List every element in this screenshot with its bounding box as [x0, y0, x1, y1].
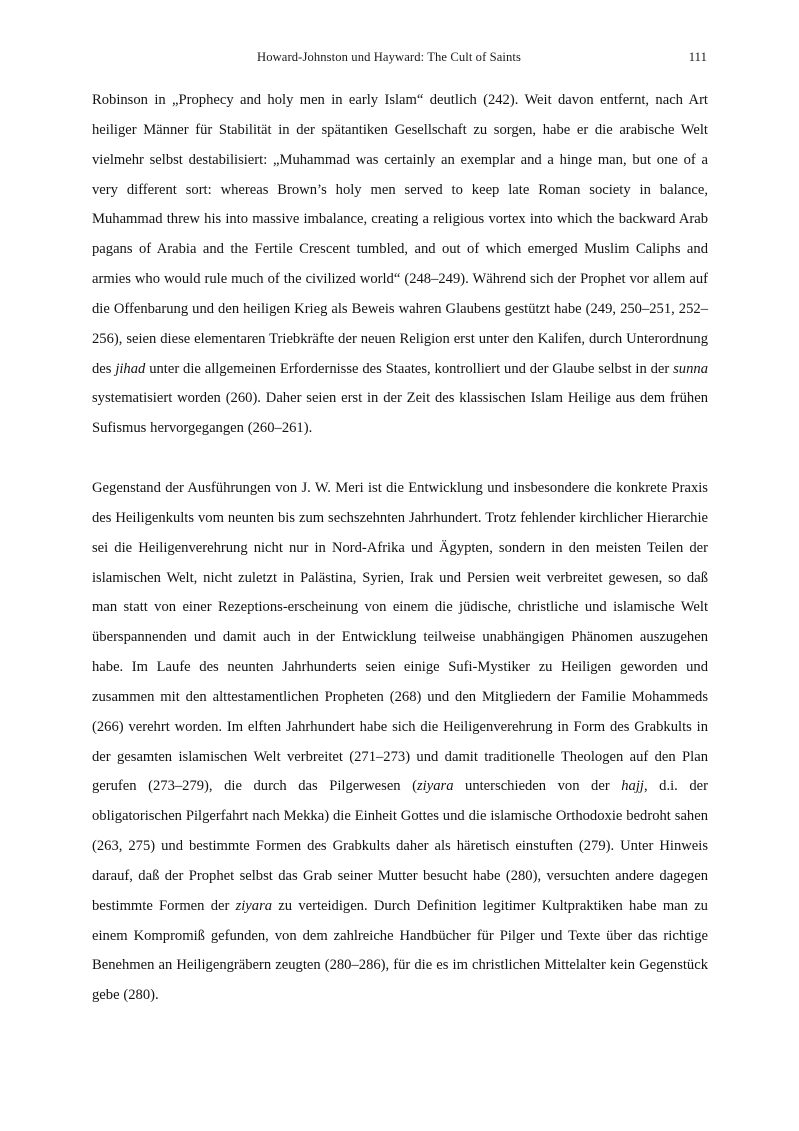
running-header-title: Howard-Johnston und Hayward: The Cult of Saints	[257, 50, 522, 64]
page-number: 111	[688, 50, 707, 64]
paragraph-1-segment-3: systematisiert worden (260). Daher seien erst in der Zeit des klassischen Islam Heilige aus dem frühen Sufismus hervorgegangen (260–261).	[92, 390, 708, 437]
paragraph-2	[92, 474, 708, 1011]
paragraph-1-segment-1: Robinson in „Prophecy and holy men in early Islam“ deutlich (242). Weit davon entfernt, nach Art heiliger Männer für Stabilität in der spätantiken Gesellschaft zu sorgen, habe er die arabische Welt vielmehr selbst destabilisiert: „Muhammad was certainly an exemplar and a hinge man, but one of a very different sort: whereas Brown’s holy men served to keep late Roman society in balance, Muhammad threw his into massive imbalance, creating a religious vortex into which the backward Arab pagans of Arabia and the Fertile Crescent tumbled, and out of which emerged Muslim Caliphs and armies who would rule much of the civilized world“ (248–249). Während sich der Prophet vor allem auf die Offenbarung und den heiligen Krieg als Beweis wahren Glaubens gestützt habe (249, 250–251, 252–256), seien diese elementaren Triebkräfte der neuen Religion erst unter den Kalifen, durch Unterordnung des	[92, 92, 708, 377]
paragraph-2-segment-1: Gegenstand der Ausführungen von J. W. Meri ist die Entwicklung und insbesondere die konkrete Praxis des Heiligenkults vom neunten bis zum sechszehnten Jahrhundert. Trotz fehlender kirchlicher Hierarchie sei die Heiligenverehrung nicht nur in Nord-Afrika und Ägypten, sondern in den meisten Teilen der islamischen Welt, nicht zuletzt in Palästina, Syrien, Irak und Persien weit verbreitet gewesen, so daß man statt von einer Rezeptions-erscheinung von einem die jüdische, christliche und islamische Welt überspannenden und damit auch in der Entwicklung teilweise unabhängigen Phänomen auszugehen habe. Im Laufe des neunten Jahrhunderts seien einige Sufi-Mystiker zu Heiligen geworden und zusammen mit den alttestamentlichen Propheten (268) und den Mitgliedern der Familie Mohammeds (266) verehrt worden. Im elften Jahrhundert habe sich die Heiligenverehrung in Form des Grabkults in der gesamten islamischen Welt verbreitet (271–273) und damit traditionelle Theologen auf den Plan gerufen (273–279), die durch das Pilgerwesen (	[92, 479, 708, 795]
paragraph-1	[92, 86, 708, 444]
body-text-column	[92, 86, 708, 1011]
paragraph-2-italic-ziyara-1: ziyara	[417, 778, 454, 795]
paragraph-1-italic-sunna: sunna	[673, 360, 708, 377]
paragraph-2-italic-ziyara-2: ziyara	[235, 897, 273, 914]
paragraph-2-segment-4: zu verteidigen. Durch Definition legitimer Kultpraktiken habe man zu einem Kompromiß gefunden, von dem zahlreiche Handbücher für Pilger und Texte über das richtige Benehmen an Heiligengräbern zeugten (280–286), für die es im christlichen Mittelalter kein Gegenstück gebe (280).	[92, 897, 708, 1004]
paragraph-2-segment-2: unterschieden von der	[453, 778, 622, 795]
paragraph-1-italic-jihad: jihad	[115, 360, 146, 377]
paragraph-2-italic-hajj: hajj	[621, 778, 644, 795]
paragraph-1-segment-2: unter die allgemeinen Erfordernisse des Staates, kontrolliert und der Glaube selbst in der	[145, 360, 674, 377]
running-header	[92, 46, 707, 68]
paragraph-2-segment-3: , d.i. der obligatorischen Pilgerfahrt nach Mekka) die Einheit Gottes und die islamische Orthodoxie bedroht sahen (263, 275) und bestimmte Formen des Grabkults daher als häretisch einstuften (279). Unter Hinweis darauf, daß der Prophet selbst das Grab seiner Mutter besucht habe (280), versuchten andere dagegen bestimmte Formen der	[92, 778, 708, 914]
